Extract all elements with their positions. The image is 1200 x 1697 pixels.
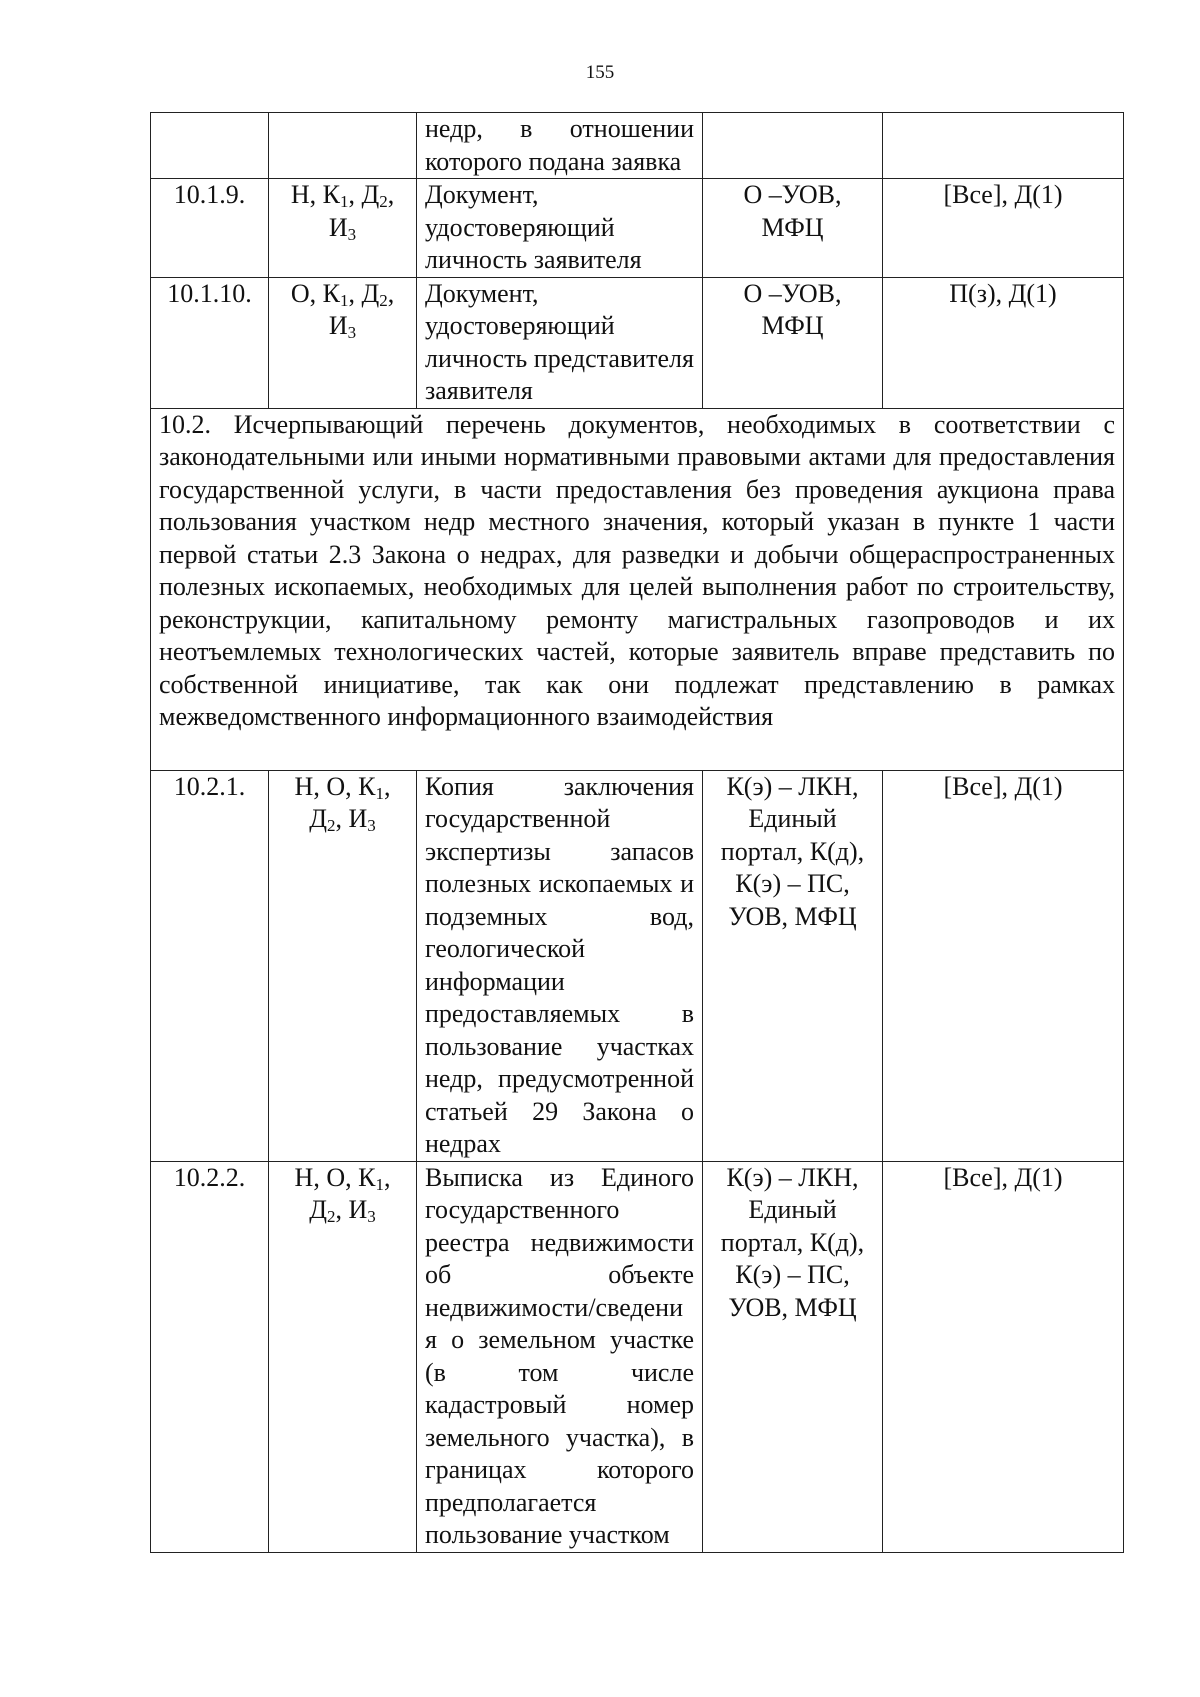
document-name-cell xyxy=(417,113,703,179)
documents-table xyxy=(150,112,1124,1553)
document-name-cell xyxy=(417,770,703,1161)
applicant-codes: О, $К_1$, $Д_2$, $И_3$ xyxy=(269,277,417,408)
row-number: 10.2.2. xyxy=(151,1161,269,1552)
page-number: 155 xyxy=(585,62,615,83)
submission-method: К(э) – ЛКН, Единый портал, К(д), К(э) – ПС, УОВ, МФЦ xyxy=(703,1161,883,1552)
row-number: 10.1.9. xyxy=(151,179,269,278)
condition: [Все], Д(1) xyxy=(883,1161,1124,1552)
section-heading: 10.2. Исчерпывающий перечень документов, необходимых в соответствии с законодательными или иными нормативными правовыми актами для предоставления государственной услуги, в части предоставления без проведения аукциона права пользования участком недр местного значения, который указан в пункте 1 части первой статьи 2.3 Закона о недрах, для разведки и добычи общераспространенных полезных ископаемых, необходимых для целей выполнения работ по строительству, реконструкции, капитальному ремонту магистральных газопроводов и их неотъемлемых технологических частей, которые заявитель вправе представить по собственной инициативе, так как они подлежат представлению в рамках межведомственного информационного взаимодействия xyxy=(151,408,1124,770)
submission-method: О –УОВ, МФЦ xyxy=(703,277,883,408)
table-row xyxy=(151,179,1124,278)
condition-cell xyxy=(883,113,1124,179)
table-row xyxy=(151,1161,1124,1552)
submission-method: К(э) – ЛКН, Единый портал, К(д), К(э) – ПС, УОВ, МФЦ xyxy=(703,770,883,1161)
document-name: Копия заключения государственной экспертизы запасов полезных ископаемых и подземных вод, геологической информации предоставляемых в пользование участках недр, предусмотренной статьей 29 Закона о недрах xyxy=(425,771,694,1158)
table-row xyxy=(151,113,1124,179)
condition: [Все], Д(1) xyxy=(883,770,1124,1161)
applicant-codes-cell xyxy=(269,113,417,179)
section-row xyxy=(151,408,1124,770)
applicant-codes: Н, О, $К_1$, $Д_2$, $И_3$ xyxy=(269,1161,417,1552)
document-name: Документ, удостоверяющий личность заявителя xyxy=(417,179,703,278)
applicant-codes: Н, $К_1$, $Д_2$, $И_3$ xyxy=(269,179,417,278)
row-number: 10.2.1. xyxy=(151,770,269,1161)
submission-method: О –УОВ, МФЦ xyxy=(703,179,883,278)
document-name: недр, в отношении которого подана заявка xyxy=(425,114,694,176)
row-number: 10.1.10. xyxy=(151,277,269,408)
row-number-cell xyxy=(151,113,269,179)
submission-method-cell xyxy=(703,113,883,179)
condition: [Все], Д(1) xyxy=(883,179,1124,278)
table-row xyxy=(151,770,1124,1161)
condition: П(з), Д(1) xyxy=(883,277,1124,408)
document-name: Выписка из Единого государственного реестра недвижимости об объекте недвижимости/сведени я о земельном участке (в том числе кадастровый номер земельного участка), в границах которого предполагается пользование участком xyxy=(425,1162,694,1549)
document-name-cell xyxy=(417,1161,703,1552)
table-row xyxy=(151,277,1124,408)
document-name: Документ, удостоверяющий личность представителя заявителя xyxy=(417,277,703,408)
applicant-codes: Н, О, $К_1$, $Д_2$, $И_3$ xyxy=(269,770,417,1161)
